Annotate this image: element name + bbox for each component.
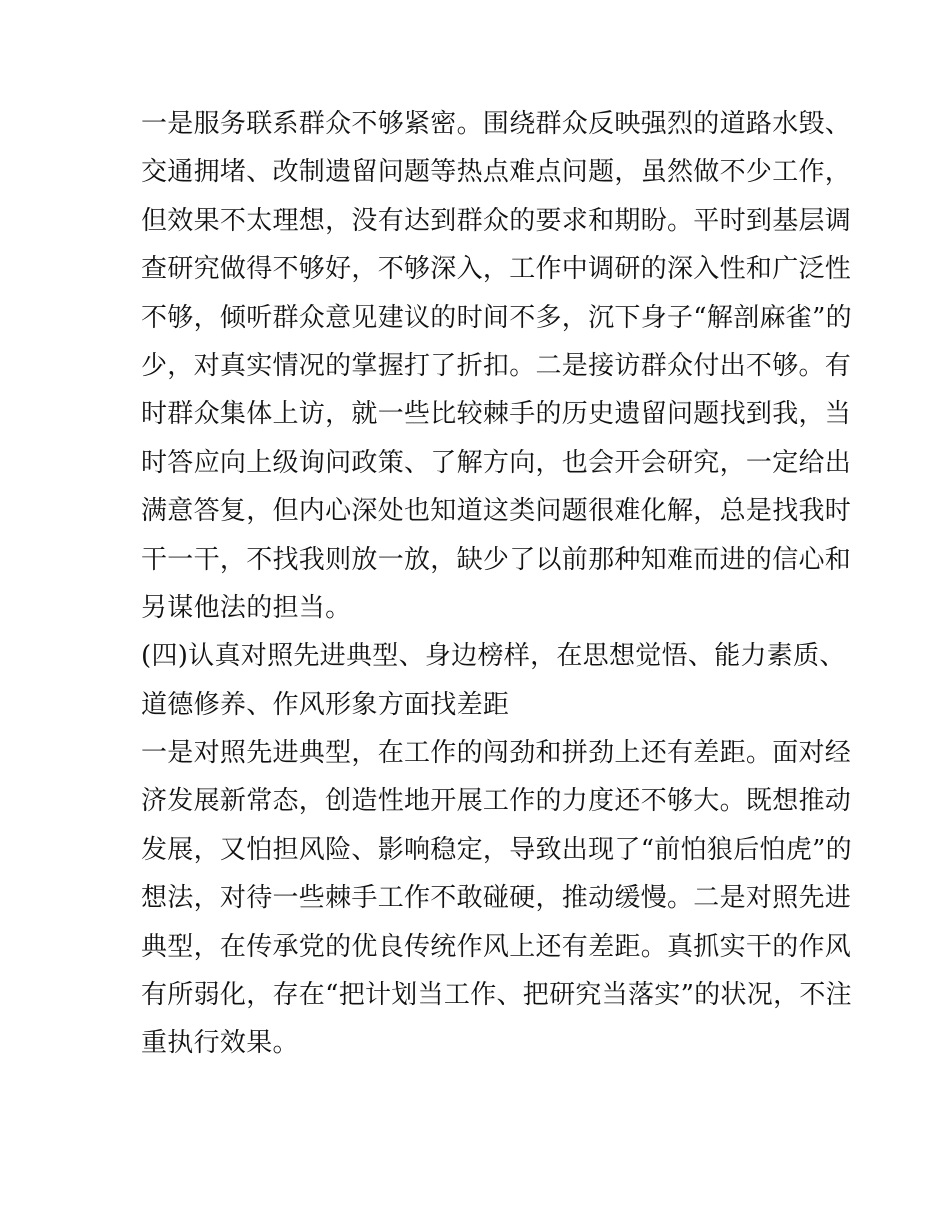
text-line: 但效果不太理想，没有达到群众的要求和期盼。平时到基层调 [141, 205, 852, 236]
text-line: 时群众集体上访，就一些比较棘手的历史遗留问题找到我，当 [141, 399, 852, 430]
text-line: 一是服务联系群众不够紧密。围绕群众反映强烈的道路水毁、 [141, 109, 852, 139]
text-line: 一是对照先进典型，在工作的闯劲和拼劲上还有差距。面对经 [141, 738, 852, 769]
text-line: 查研究做得不够好，不够深入，工作中调研的深入性和广泛性 [141, 254, 852, 285]
body-text [141, 100, 852, 1068]
text-line: 干一干，不找我则放一放，缺少了以前那种知难而进的信心和 [141, 544, 852, 575]
section-heading-line: 道德修养、作风形象方面找差距 [141, 689, 510, 720]
text-line: 发展，又怕担风险、影响稳定，导致出现了“前怕狼后怕虎”的 [141, 834, 852, 865]
text-line: 满意答复，但内心深处也知道这类问题很难化解，总是找我时 [141, 496, 852, 527]
text-line: 时答应向上级询问政策、了解方向，也会开会研究，一定给出 [141, 447, 852, 478]
text-line: 不够，倾听群众意见建议的时间不多，沉下身子“解剖麻雀”的 [141, 302, 852, 333]
text-line: 想法，对待一些棘手工作不敢碰硬，推动缓慢。二是对照先进 [141, 883, 852, 914]
section-heading-line: (四)认真对照先进典型、身边榜样，在思想觉悟、能力素质、 [141, 641, 846, 672]
text-line: 少，对真实情况的掌握打了折扣。二是接访群众付出不够。有 [141, 350, 852, 381]
text-line: 典型，在传承党的优良传统作风上还有差距。真抓实干的作风 [141, 931, 852, 962]
text-line: 交通拥堵、改制遗留问题等热点难点问题，虽然做不少工作， [141, 157, 852, 188]
text-line: 济发展新常态，创造性地开展工作的力度还不够大。既想推动 [141, 786, 852, 817]
text-line: 有所弱化，存在“把计划当工作、把研究当落实”的状况，不注 [141, 980, 852, 1011]
text-line: 另谋他法的担当。 [141, 592, 352, 623]
text-line: 重执行效果。 [141, 1028, 299, 1059]
